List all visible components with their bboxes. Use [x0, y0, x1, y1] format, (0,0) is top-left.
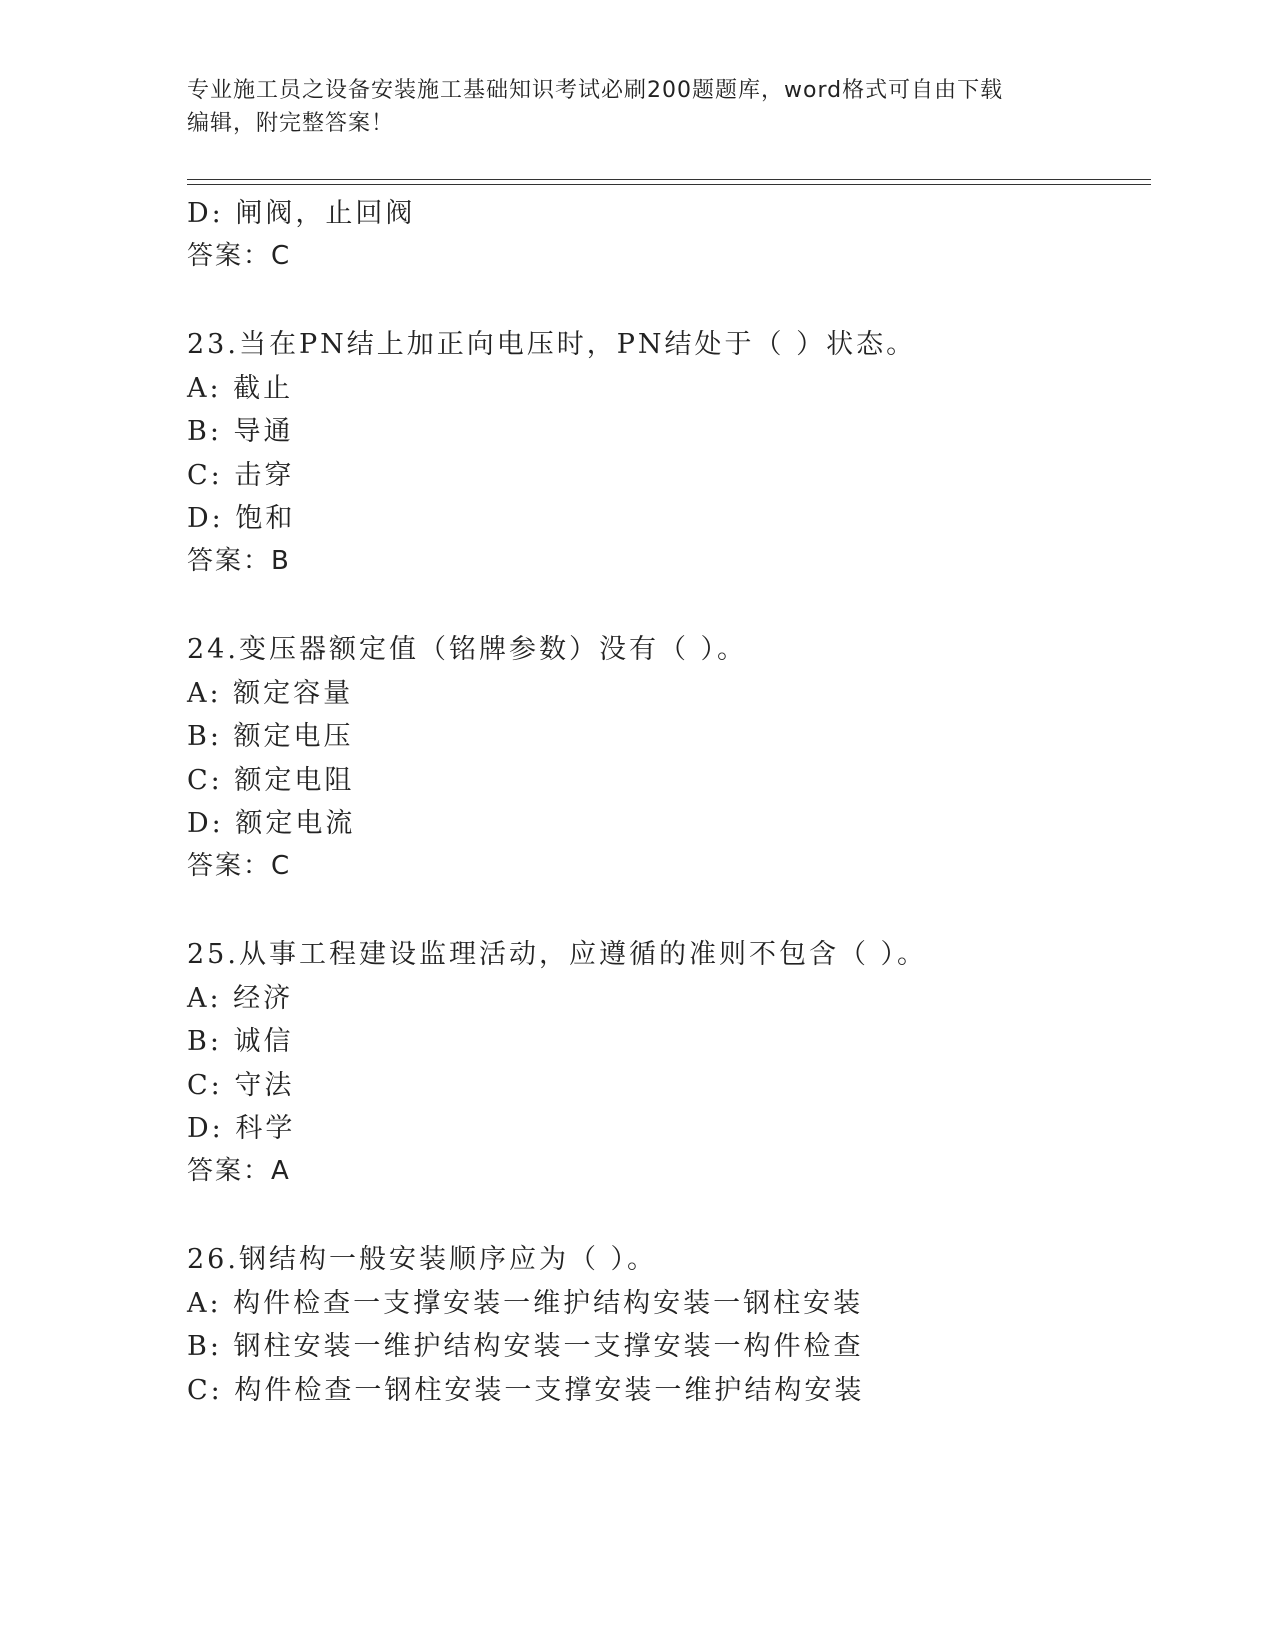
option-line: B: 钢柱安装一维护结构安装一支撑安装一构件检查 [187, 1331, 864, 1362]
option-line: C: 额定电阻 [187, 765, 355, 796]
option-line: A: 构件检查一支撑安装一维护结构安装一钢柱安装 [187, 1288, 864, 1319]
document-header-note [187, 74, 1067, 140]
option-line: B: 导通 [187, 416, 294, 447]
question-23: 23.当在PN结上加正向电压时，PN结处于（ ）状态。 [187, 329, 917, 360]
option-line: A: 经济 [187, 983, 294, 1014]
question-24: 24.变压器额定值（铭牌参数）没有（ ）。 [187, 634, 748, 665]
option-line: D: 科学 [187, 1113, 296, 1144]
option-line: C: 击穿 [187, 460, 295, 491]
answer-line: 答案：B [187, 546, 291, 576]
answer-line: 答案：A [187, 1156, 291, 1186]
question-26: 26.钢结构一般安装顺序应为（ ）。 [187, 1244, 658, 1275]
answer-line: 答案：C [187, 241, 292, 271]
question-25: 25.从事工程建设监理活动，应遵循的准则不包含（ ）。 [187, 939, 928, 970]
answer-line: 答案：C [187, 851, 292, 881]
header-line-2: 编辑，附完整答案！ [187, 111, 395, 136]
option-line: C: 守法 [187, 1070, 295, 1101]
option-line: C: 构件检查一钢柱安装一支撑安装一维护结构安装 [187, 1375, 865, 1406]
option-line: A: 截止 [187, 373, 294, 404]
option-line: D: 闸阀，止回阀 [187, 198, 416, 229]
option-line: B: 诚信 [187, 1026, 294, 1057]
option-line: A: 额定容量 [187, 678, 354, 709]
option-line: B: 额定电压 [187, 721, 354, 752]
header-rule-top [187, 179, 1151, 180]
option-line: D: 额定电流 [187, 808, 356, 839]
header-line-1: 专业施工员之设备安装施工基础知识考试必刷200题题库，word格式可自由下载 [187, 78, 1004, 103]
header-rule-bottom [187, 184, 1151, 185]
option-line: D: 饱和 [187, 503, 296, 534]
